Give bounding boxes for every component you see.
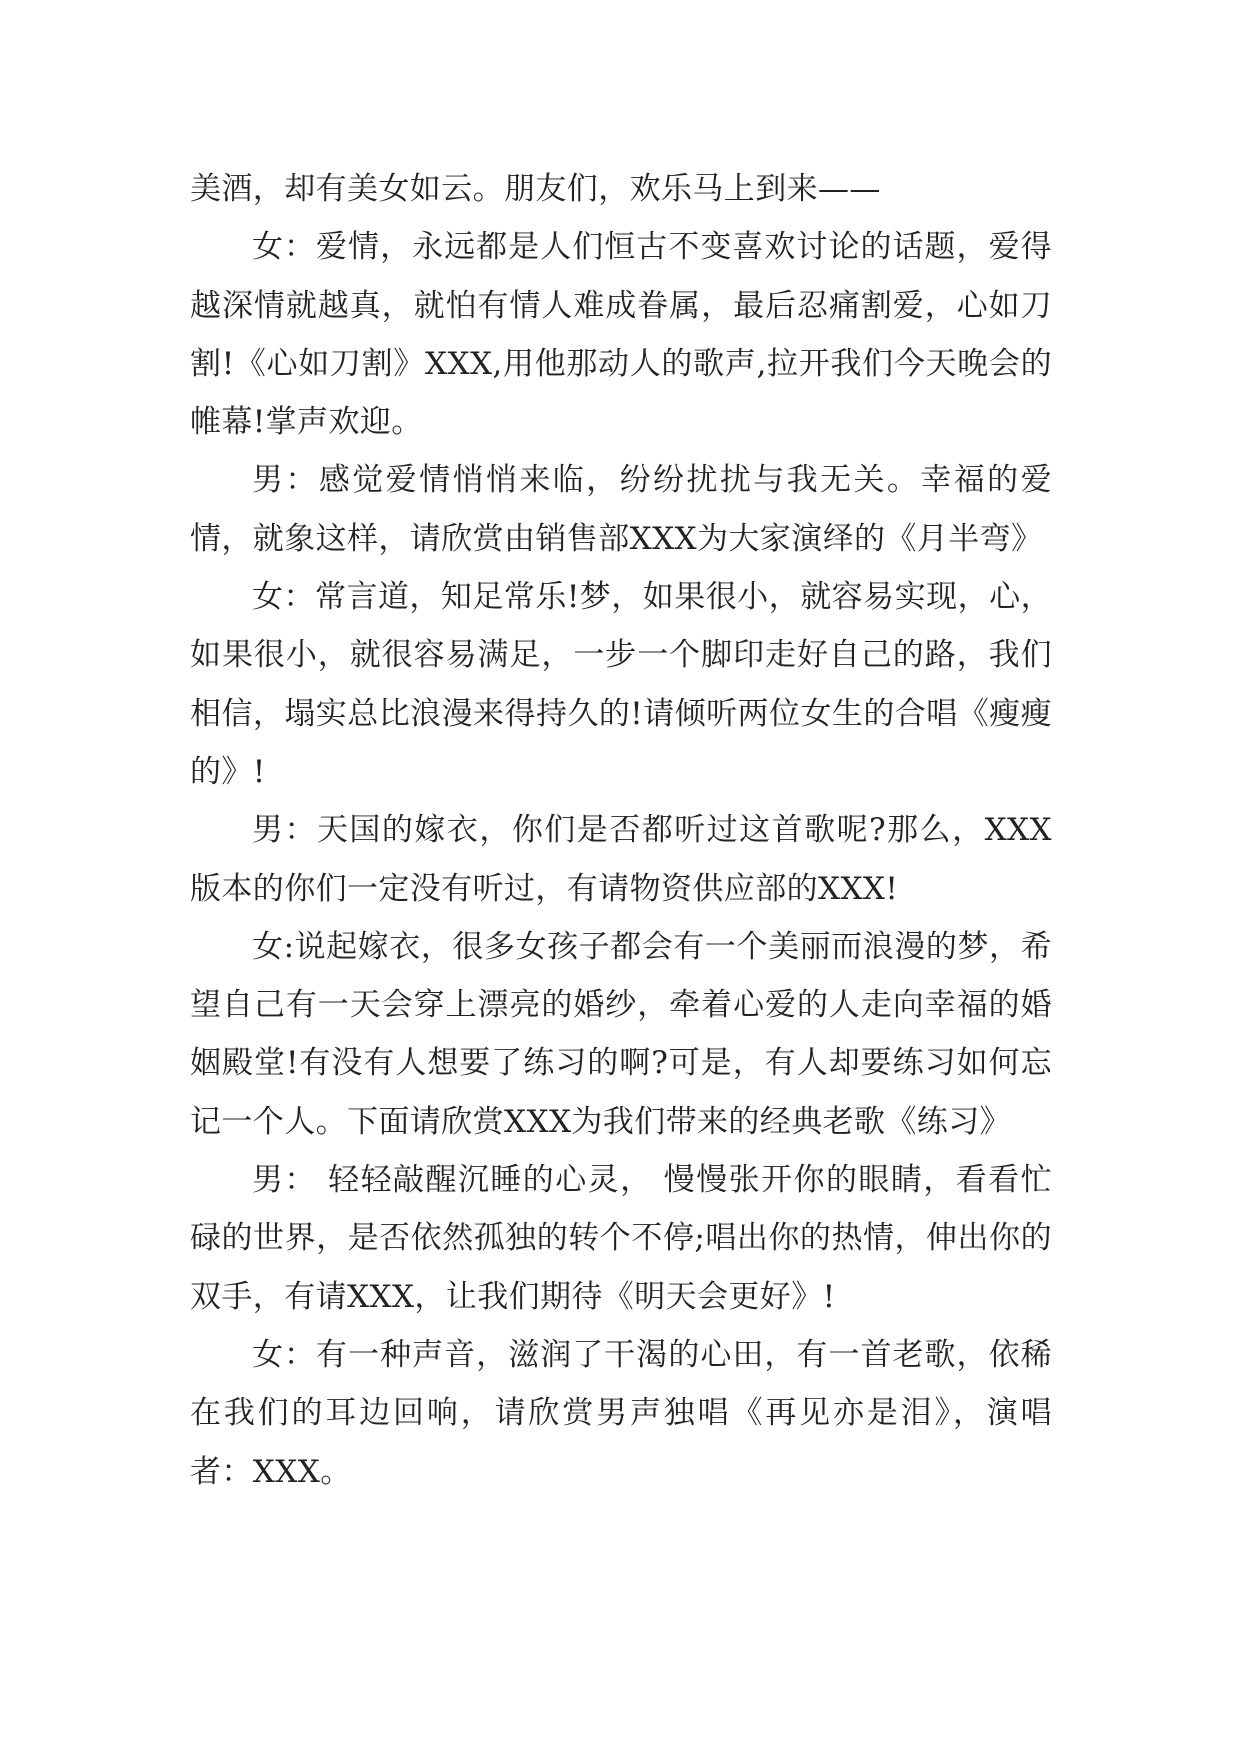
paragraph-male-host-1: 男：感觉爱情悄悄来临，纷纷扰扰与我无关。幸福的爱情，就象这样，请欣赏由销售部XXX为大家演绎的《月半弯》 <box>190 462 1052 557</box>
paragraph-male-host-3: 男： 轻轻敲醒沉睡的心灵， 慢慢张开你的眼睛，看看忙碌的世界，是否依然孤独的转个不停;唱出你的热情，伸出你的双手，有请XXX，让我们期待《明天会更好》! <box>190 1162 1052 1315</box>
document-body <box>190 160 1052 1501</box>
paragraph-female-host-4: 女：有一种声音，滋润了干渴的心田，有一首老歌，依稀在我们的耳边回响，请欣赏男声独唱《再见亦是泪》，演唱者：XXX。 <box>190 1336 1052 1490</box>
paragraph-female-host-2: 女：常言道，知足常乐!梦，如果很小，就容易实现，心，如果很小，就很容易满足，一步一个脚印走好自己的路，我们相信，塌实总比浪漫来得持久的!请倾听两位女生的合唱《瘦瘦的》! <box>190 579 1052 790</box>
paragraph-male-host-2: 男：天国的嫁衣，你们是否都听过这首歌呢?那么，XXX版本的你们一定没有听过，有请物资供应部的XXX! <box>190 812 1052 907</box>
paragraph-female-host-1: 女：爱情，永远都是人们恒古不变喜欢讨论的话题，爱得越深情就越真，就怕有情人难成眷属，最后忍痛割爱，心如刀割!《心如刀割》XXX,用他那动人的歌声,拉开我们今天晚会的帷幕!掌声欢迎。 <box>190 229 1052 441</box>
paragraph-continued-intro: 美酒，却有美女如云。朋友们，欢乐马上到来—— <box>190 171 881 207</box>
paragraph-female-host-3: 女:说起嫁衣，很多女孩子都会有一个美丽而浪漫的梦，希望自己有一天会穿上漂亮的婚纱，牵着心爱的人走向幸福的婚姻殿堂!有没有人想要了练习的啊?可是，有人却要练习如何忘记一个人。下面请欣赏XXX为我们带来的经典老歌《练习》 <box>190 928 1052 1140</box>
